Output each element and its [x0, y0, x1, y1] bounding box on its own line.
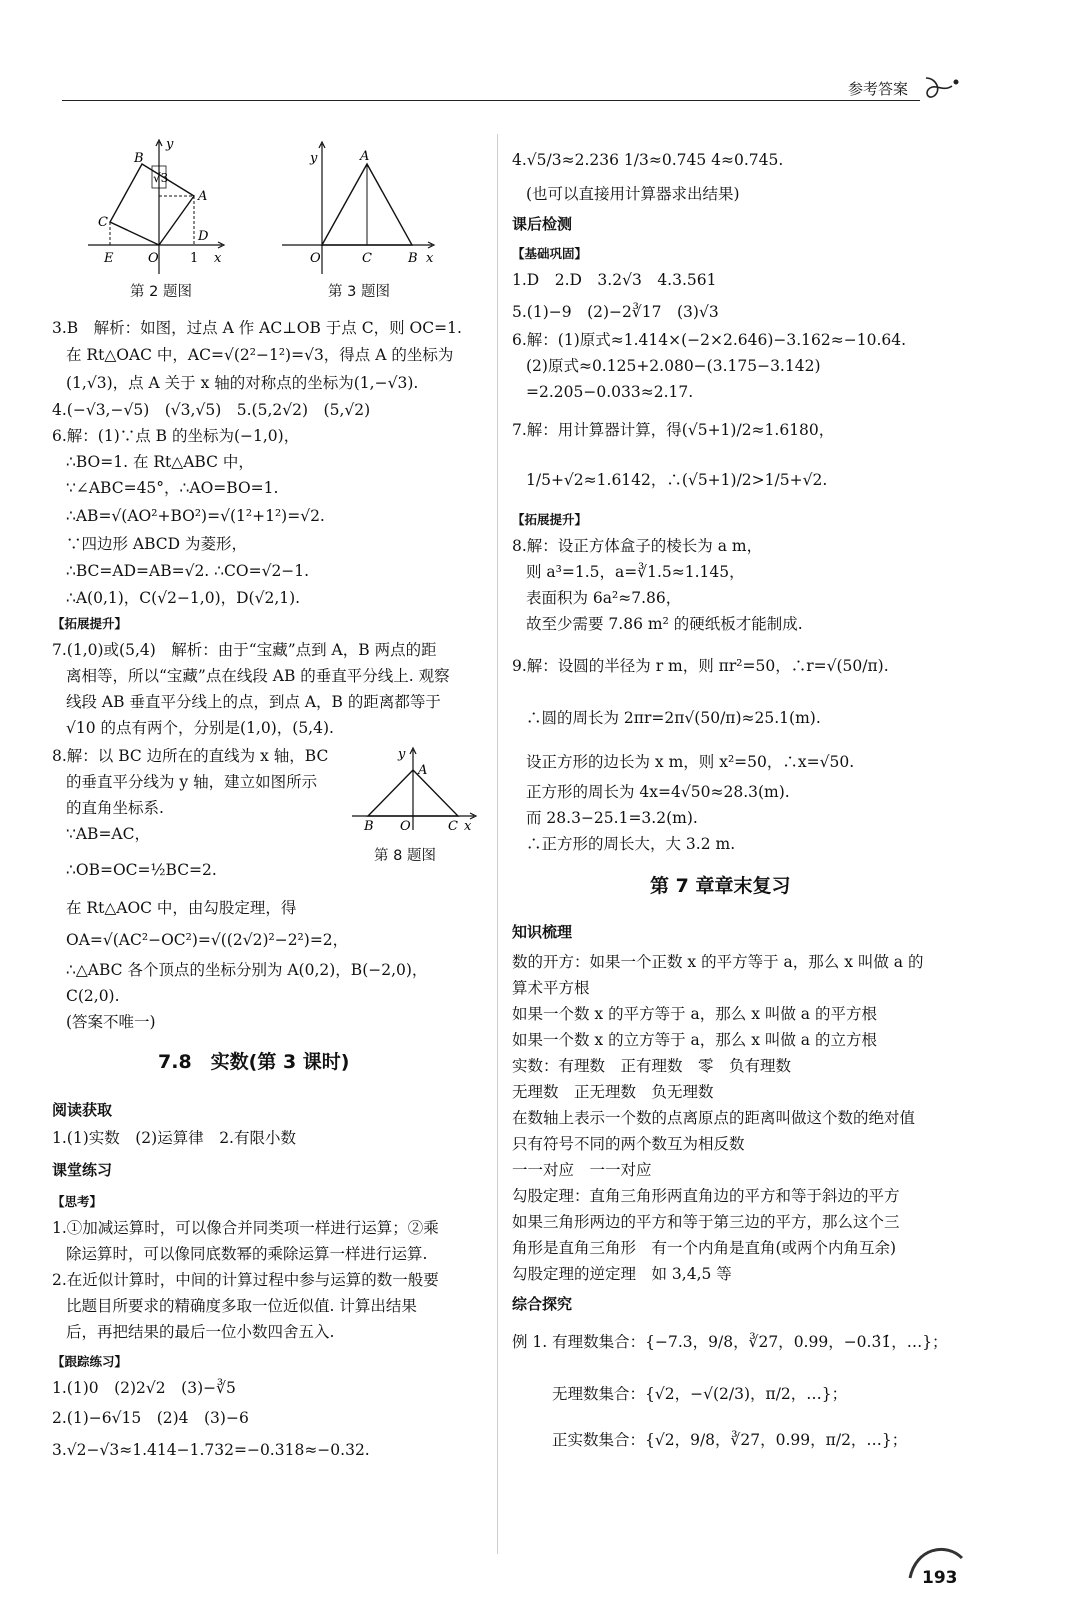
left-line: ∴BO=1. 在 Rt△ABC 中， — [66, 453, 254, 471]
fig8-label-y: y — [398, 747, 406, 762]
knowledge-line: 如果三角形两边的平方和等于第三边的平方，那么这个三 — [512, 1213, 900, 1231]
fig2-label-D: D — [198, 229, 209, 244]
tag-basic: 【基础巩固】 — [512, 246, 588, 261]
extend-line: 而 28.3−25.1=3.2(m). — [526, 809, 698, 827]
fig3-label-C: C — [362, 251, 372, 266]
think-line: 2.在近似计算时，中间的计算过程中参与运算的数一般要 — [52, 1271, 439, 1289]
fig8-label-C: C — [448, 819, 458, 834]
reading-title: 阅读获取 — [52, 1101, 113, 1119]
follow-line: 3.√2−√3≈1.414−1.732=−0.318≈−0.32. — [52, 1441, 370, 1459]
fig3-label-B: B — [408, 251, 418, 266]
fig8-label-B: B — [364, 819, 374, 834]
think-line: 后，再把结果的最后一位小数四舍五入. — [66, 1323, 335, 1341]
fig2-caption: 第 2 题图 — [130, 284, 192, 300]
fig2-label-x: x — [214, 251, 222, 266]
think-line: 除运算时，可以像同底数幂的乘除运算一样进行运算. — [66, 1245, 428, 1263]
tag-think: 【思考】 — [52, 1194, 103, 1209]
q8-line: ∵AB=AC， — [66, 825, 150, 843]
fig2-label-1: 1 — [190, 251, 199, 266]
left-line: ∴BC=AD=AB=√2. ∴CO=√2−1. — [66, 562, 310, 580]
knowledge-line: 数的开方：如果一个正数 x 的平方等于 a，那么 x 叫做 a 的 — [512, 953, 924, 971]
extend-line: 表面积为 6a²≈7.86， — [526, 589, 682, 607]
page-number: 193 — [922, 1568, 958, 1588]
knowledge-line: 只有符号不同的两个数互为相反数 — [512, 1135, 745, 1153]
reading-line: 1.(1)实数 (2)运算律 2.有限小数 — [52, 1129, 296, 1147]
left-line: 在 Rt△OAC 中，AC=√(2²−1²)=√3，得点 A 的坐标为 — [66, 346, 454, 364]
left-line: (1,√3)，点 A 关于 x 轴的对称点的坐标为(1,−√3). — [66, 374, 419, 392]
header-title: 参考答案 — [848, 80, 909, 98]
explore-line: 正实数集合：{√2，9/8，∛27，0.99，π/2，…}； — [552, 1431, 908, 1449]
header-rule — [62, 100, 920, 101]
basic-line: (2)原式≈0.125+2.080−(3.175−3.142) — [526, 357, 821, 375]
basic-line: 1.D 2.D 3.2√3 4.3.561 — [512, 271, 717, 289]
knowledge-line: 算术平方根 — [512, 979, 590, 997]
basic-line: 6.解：(1)原式≈1.414×(−2×2.646)−3.162≈−10.64. — [512, 331, 907, 349]
knowledge-line: 一一对应 一一对应 — [512, 1161, 652, 1179]
q8-line: C(2,0). — [66, 987, 120, 1005]
fig8-label-O: O — [400, 819, 411, 834]
fig2-label-E: E — [104, 251, 114, 266]
figure-8 — [350, 744, 480, 836]
q8-line: 在 Rt△AOC 中，由勾股定理，得 — [66, 899, 297, 917]
fig3-label-O: O — [310, 251, 321, 266]
explore-line: 例 1. 有理数集合：{−7.3，9/8，∛27，0.99，−0.3̇1̇，…}； — [512, 1333, 948, 1351]
knowledge-title: 知识梳理 — [512, 923, 573, 941]
knowledge-line: 如果一个数 x 的立方等于 a，那么 x 叫做 a 的立方根 — [512, 1031, 877, 1049]
q7-line: 7.(1,0)或(5,4) 解析：由于“宝藏”点到 A，B 两点的距 — [52, 641, 437, 659]
tag-follow: 【跟踪练习】 — [52, 1354, 128, 1369]
left-line: 3.B 解析：如图，过点 A 作 AC⊥OB 于点 C，则 OC=1. — [52, 319, 462, 337]
fig8-label-x: x — [464, 819, 472, 834]
fig2-label-O: O — [148, 251, 159, 266]
fig3-label-x: x — [426, 251, 434, 266]
left-line: 4.(−√3,−√5) (√3,√5) 5.(5,2√2) (5,√2) — [52, 401, 371, 419]
extend-line: ∴圆的周长为 2πr=2π√(50/π)≈25.1(m). — [526, 709, 821, 727]
q8-line: 的直角坐标系. — [66, 799, 164, 817]
after-title: 课后检测 — [512, 215, 573, 233]
fig3-label-y: y — [310, 151, 318, 166]
follow-line: 2.(1)−6√15 (2)4 (3)−6 — [52, 1409, 249, 1427]
left-line: ∴AB=√(AO²+BO²)=√(1²+1²)=√2. — [66, 507, 325, 525]
right-top-line: 4.√5/3≈2.236 1/3≈0.745 4≈0.745. — [512, 151, 784, 169]
fig8-caption: 第 8 题图 — [374, 848, 436, 864]
fig2-label-C: C — [98, 215, 108, 230]
extend-line: 8.解：设正方体盒子的棱长为 a m， — [512, 537, 763, 555]
class-title: 课堂练习 — [52, 1161, 113, 1179]
left-line: ∵∠ABC=45°，∴AO=BO=1. — [66, 479, 279, 497]
extend-line: 则 a³=1.5，a=∛1.5≈1.145， — [526, 563, 745, 581]
basic-line: 1/5+√2≈1.6142，∴(√5+1)/2>1/5+√2. — [526, 471, 828, 489]
right-top-line: (也可以直接用计算器求出结果) — [526, 185, 740, 203]
follow-line: 1.(1)0 (2)2√2 (3)−∛5 — [52, 1379, 236, 1397]
figure-3 — [280, 134, 440, 284]
q7-line: 线段 AB 垂直平分线上的点，到点 A，B 的距离都等于 — [66, 693, 441, 711]
tag-extend-right: 【拓展提升】 — [512, 512, 588, 527]
q8-line: OA=√(AC²−OC²)=√((2√2)²−2²)=2， — [66, 931, 349, 949]
extend-line: 故至少需要 7.86 m² 的硬纸板才能制成. — [526, 615, 803, 633]
fig2-label-y: y — [166, 137, 174, 152]
q8-line: 的垂直平分线为 y 轴，建立如图所示 — [66, 773, 318, 791]
explore-title: 综合探究 — [512, 1295, 573, 1313]
fig3-label-A: A — [360, 149, 370, 164]
knowledge-line: 如果一个数 x 的平方等于 a，那么 x 叫做 a 的平方根 — [512, 1005, 877, 1023]
knowledge-line: 实数：有理数 正有理数 零 负有理数 — [512, 1057, 792, 1075]
section-title: 7.8 实数(第 3 课时) — [158, 1051, 350, 1073]
left-line: ∴A(0,1)，C(√2−1,0)，D(√2,1). — [66, 589, 301, 607]
fig3-caption: 第 3 题图 — [328, 284, 390, 300]
think-line: 比题目所要求的精确度多取一位近似值. 计算出结果 — [66, 1297, 417, 1315]
extend-line: 正方形的周长为 4x=4√50≈28.3(m). — [526, 783, 790, 801]
knowledge-line: 无理数 正无理数 负无理数 — [512, 1083, 714, 1101]
q8-line: ∴△ABC 各个顶点的坐标分别为 A(0,2)，B(−2,0)， — [66, 961, 428, 979]
column-divider — [497, 134, 498, 1554]
q8-line: (答案不唯一) — [66, 1013, 156, 1031]
basic-line: 5.(1)−9 (2)−2∛17 (3)√3 — [512, 303, 719, 321]
fig2-label-A: A — [198, 189, 208, 204]
q7-line: 离相等，所以“宝藏”点在线段 AB 的垂直平分线上. 观察 — [66, 667, 450, 685]
swirl-ornament-icon — [922, 72, 962, 102]
extend-line: ∴正方形的周长大，大 3.2 m. — [526, 835, 736, 853]
think-line: 1.①加减运算时，可以像合并同类项一样进行运算；②乘 — [52, 1219, 439, 1237]
explore-line: 无理数集合：{√2，−√(2/3)，π/2，…}； — [552, 1385, 848, 1403]
left-line: 6.解：(1)∵点 B 的坐标为(−1,0)， — [52, 427, 300, 445]
knowledge-line: 勾股定理：直角三角形两直角边的平方和等于斜边的平方 — [512, 1187, 900, 1205]
chapter-title: 第 7 章章末复习 — [650, 875, 791, 897]
fig2-label-B: B — [134, 151, 144, 166]
extend-line: 9.解：设圆的半径为 r m，则 πr²=50，∴r=√(50/π). — [512, 657, 889, 675]
fig2-label-sqrt3: √3 — [153, 171, 169, 185]
basic-line: 7.解：用计算器计算，得(√5+1)/2≈1.6180， — [512, 421, 835, 439]
knowledge-line: 角形是直角三角形 有一个内角是直角(或两个内角互余) — [512, 1239, 897, 1257]
q7-line: √10 的点有两个，分别是(1,0)，(5,4). — [66, 719, 334, 737]
knowledge-line: 在数轴上表示一个数的点离原点的距离叫做这个数的绝对值 — [512, 1109, 916, 1127]
q8-line: 8.解：以 BC 边所在的直线为 x 轴，BC — [52, 747, 329, 765]
left-line: ∵四边形 ABCD 为菱形， — [66, 535, 248, 553]
fig8-label-A: A — [418, 763, 428, 778]
knowledge-line: 勾股定理的逆定理 如 3,4,5 等 — [512, 1265, 732, 1283]
tag-extend-left: 【拓展提升】 — [52, 616, 128, 631]
basic-line: =2.205−0.033≈2.17. — [526, 383, 694, 401]
extend-line: 设正方形的边长为 x m，则 x²=50，∴x=√50. — [526, 753, 855, 771]
figure-2 — [82, 134, 232, 284]
q8-line: ∴OB=OC=½BC=2. — [66, 861, 217, 879]
